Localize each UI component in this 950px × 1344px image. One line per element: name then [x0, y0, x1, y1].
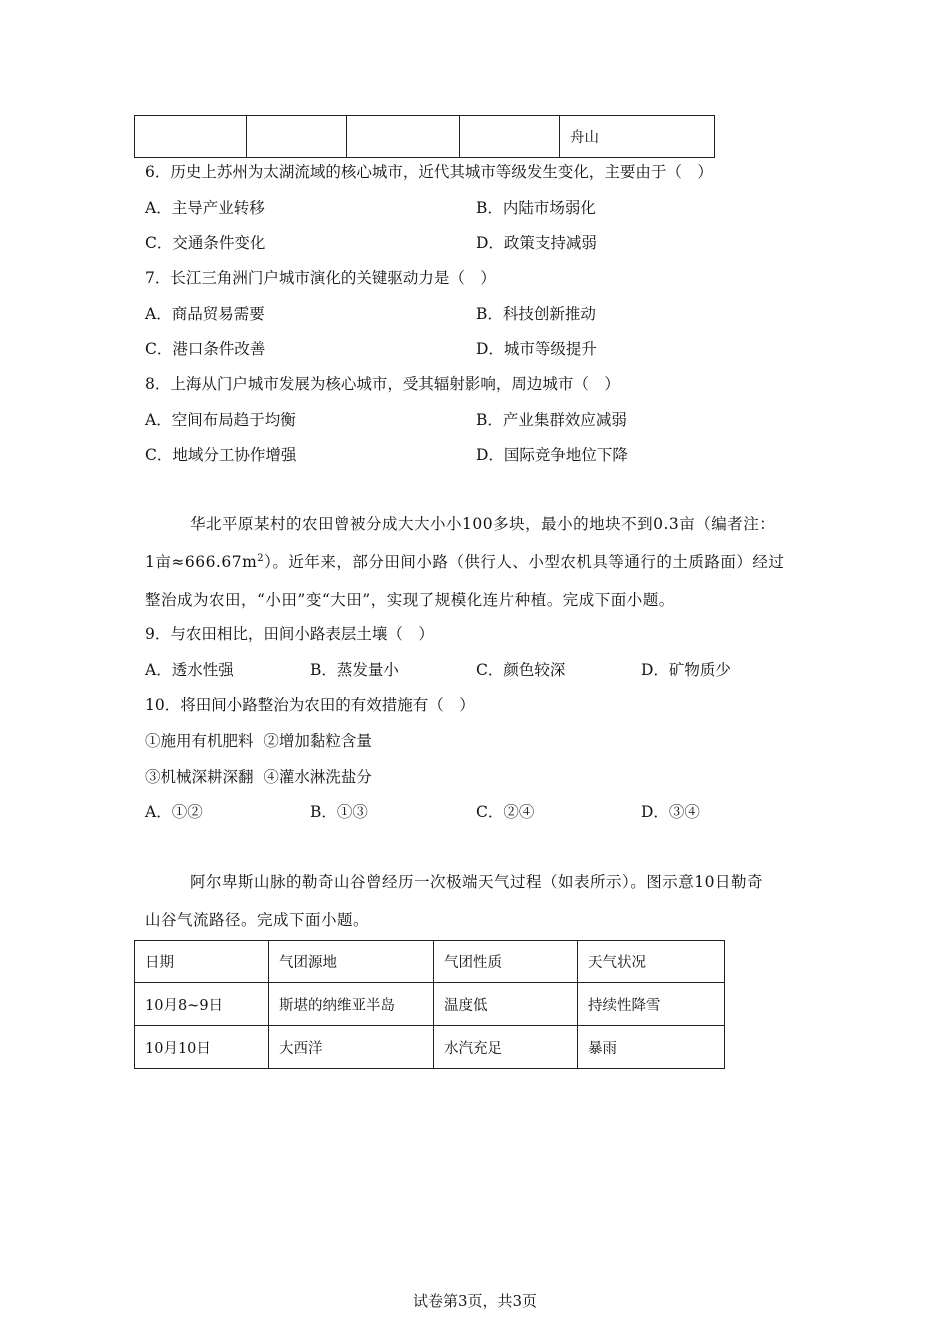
weather-table-cell: 温度低 — [434, 983, 578, 1026]
table-row — [135, 983, 725, 1026]
weather-table-header: 气团性质 — [434, 941, 578, 983]
q8-option-d: D．国际竞争地位下降 — [476, 446, 628, 464]
q8-option-c: C．地域分工协作增强 — [145, 446, 297, 464]
passage3-line-1: 阿尔卑斯山脉的勒奇山谷曾经历一次极端天气过程（如表所示）。图示意10日勒奇 — [190, 873, 763, 891]
top-table-cell — [135, 116, 247, 158]
q10-statements-2: ③机械深耕深翻 ④灌水淋洗盐分 — [145, 768, 372, 786]
top-table — [134, 115, 715, 158]
top-table-cell — [460, 116, 560, 158]
q10-option-d: D．③④ — [641, 803, 700, 821]
q7-option-b: B．科技创新推动 — [476, 305, 596, 323]
weather-table-cell: 水汽充足 — [434, 1026, 578, 1069]
weather-table-cell: 10月10日 — [135, 1026, 269, 1069]
weather-table-cell: 斯堪的纳维亚半岛 — [269, 983, 434, 1026]
q7-stem: 7．长江三角洲门户城市演化的关键驱动力是（ ） — [145, 269, 496, 287]
q9-option-d: D．矿物质少 — [641, 661, 731, 679]
top-table-cell — [347, 116, 460, 158]
weather-table-cell: 持续性降雪 — [578, 983, 725, 1026]
q9-option-c: C．颜色较深 — [476, 661, 566, 679]
q7-option-a: A．商品贸易需要 — [145, 305, 265, 323]
q7-option-c: C．港口条件改善 — [145, 340, 266, 358]
q9-option-b: B．蒸发量小 — [310, 661, 399, 679]
weather-table-header: 天气状况 — [578, 941, 725, 983]
weather-table-cell: 大西洋 — [269, 1026, 434, 1069]
top-table-cell — [247, 116, 347, 158]
page-footer: 试卷第3页，共3页 — [412, 1292, 538, 1310]
q10-option-c: C．②④ — [476, 803, 535, 821]
table-row — [135, 1026, 725, 1069]
passage2-line-2a: 1亩≈666.67m — [145, 553, 258, 571]
weather-table-header: 日期 — [135, 941, 269, 983]
q10-stem: 10．将田间小路整治为农田的有效措施有（ ） — [145, 696, 475, 714]
q9-stem: 9．与农田相比，田间小路表层土壤（ ） — [145, 625, 434, 643]
passage2-line-3: 整治成为农田，“小田”变“大田”，实现了规模化连片种植。完成下面小题。 — [145, 591, 675, 609]
q6-option-d: D．政策支持减弱 — [476, 234, 597, 252]
q9-option-a: A．透水性强 — [145, 661, 234, 679]
q8-option-a: A．空间布局趋于均衡 — [145, 411, 296, 429]
top-table-cell: 舟山 — [560, 116, 715, 158]
passage3-line-2: 山谷气流路径。完成下面小题。 — [145, 911, 370, 929]
passage2-line-2b: ）。近年来，部分田间小路（供行人、小型农机具等通行的土质路面）经过 — [264, 553, 785, 571]
q6-option-c: C．交通条件变化 — [145, 234, 266, 252]
q10-statements-1: ①施用有机肥料 ②增加黏粒含量 — [145, 732, 372, 750]
weather-table-cell: 10月8~9日 — [135, 983, 269, 1026]
q6-option-a: A．主导产业转移 — [145, 199, 265, 217]
q6-option-b: B．内陆市场弱化 — [476, 199, 596, 217]
q10-option-a: A．①② — [145, 803, 203, 821]
q8-stem: 8．上海从门户城市发展为核心城市，受其辐射影响，周边城市（ ） — [145, 375, 620, 393]
q6-stem: 6．历史上苏州为太湖流域的核心城市，近代其城市等级发生变化，主要由于（ ） — [145, 163, 713, 181]
passage2-line-2 — [145, 552, 784, 572]
passage2-superscript: 2 — [257, 552, 265, 564]
passage2-line-1: 华北平原某村的农田曾被分成大大小小100多块，最小的地块不到0.3亩（编者注： — [190, 515, 776, 533]
q10-option-b: B．①③ — [310, 803, 368, 821]
q7-option-d: D．城市等级提升 — [476, 340, 597, 358]
weather-table-header: 气团源地 — [269, 941, 434, 983]
q8-option-b: B．产业集群效应减弱 — [476, 411, 627, 429]
weather-table — [134, 940, 725, 1069]
weather-table-cell: 暴雨 — [578, 1026, 725, 1069]
